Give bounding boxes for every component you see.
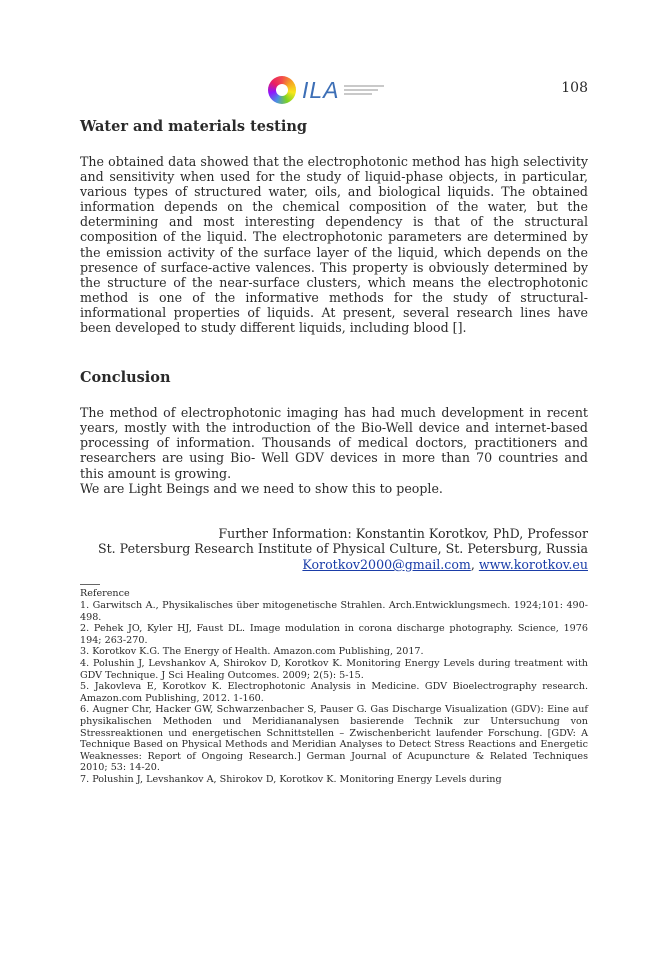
contact-name-line: Further Information: Konstantin Korotkov, PhD, Professor bbox=[218, 525, 588, 541]
footnote-divider bbox=[80, 584, 100, 585]
contact-institute-line: St. Petersburg Research Institute of Physical Culture, St. Petersburg, Russia bbox=[97, 541, 588, 557]
page-number: 108 bbox=[561, 80, 588, 96]
reference-item: 7. Polushin J, Levshankov A, Shirokov D, Korotkov K. Monitoring Energy Levels during bbox=[80, 773, 502, 785]
page-content bbox=[80, 118, 588, 786]
reference-item: 2. Pehek JO, Kyler HJ, Faust DL. Image modulation in corona discharge photography. Science, 1976 194; 263-270. bbox=[80, 623, 588, 646]
contact-links bbox=[80, 557, 588, 573]
references-list bbox=[80, 588, 588, 785]
link-separator: , bbox=[470, 556, 475, 572]
paragraph-water: The obtained data showed that the electrophotonic method has high selectivity and sensitivity when used for the study of liquid-phase objects, in particular, various types of structured water, oils, and biological liquids. The obtained information depends on the chemical composition of the water, but the determining and most interesting dependency is that of the structural composition of the liquid. The electrophotonic parameters are determined by the emission activity of the surface layer of the liquid, which depends on the presence of surface-active valences. This property is obviously determined by the structure of the near-surface clusters, which means the electrophotonic method is one of the informative methods for the study of structural-informational properties of liquids. At present, several research lines have been developed to study different liquids, including blood []. bbox=[80, 154, 588, 336]
paragraph-conclusion: The method of electrophotonic imaging has had much development in recent years, mostly with the introduction of the Bio-Well device and internet-based processing of information. Thousands of medical doctors, practitioners and researchers are using Bio- Well GDV devices in more than 70 countries and this amount is growing. bbox=[80, 405, 588, 481]
reference-item: 6. Augner Chr, Hacker GW, Schwarzenbacher S, Pauser G. Gas Discharge Visualization (GDV): Eine auf physikalischen Methoden und Meridiananalysen basierende Technik zur Untersuchung von Stressreaktionen und energetischen Schnittstellen – Zwischenbericht laufender Forschung. [GDV: A Technique Based on Physical Methods and Meridian Analyses to Detect Stress Reactions and Energetic Weaknesses: Report of Ongoing Research.] German Journal of Acupuncture & Related Techniques 2010; 53: 14-20. bbox=[80, 704, 588, 774]
website-link[interactable]: www.korotkov.eu bbox=[478, 556, 588, 572]
logo-text: ILA bbox=[302, 76, 340, 103]
reference-item: 3. Korotkov K.G. The Energy of Health. Amazon.com Publishing, 2017. bbox=[80, 646, 424, 658]
conclusion-closing-line: We are Light Beings and we need to show this to people. bbox=[80, 480, 443, 496]
rainbow-circle-icon bbox=[268, 76, 296, 104]
reference-item: 5. Jakovleva E, Korotkov K. Electrophotonic Analysis in Medicine. GDV Bioelectrography research. Amazon.com Publishing, 2012. 1-160. bbox=[80, 681, 588, 704]
reference-item: 4. Polushin J, Levshankov A, Shirokov D, Korotkov K. Monitoring Energy Levels during treatment with GDV Technique. J Sci Healing Outcomes. 2009; 2(5): 5-15. bbox=[80, 658, 588, 681]
contact-block bbox=[80, 526, 588, 573]
section-heading-water: Water and materials testing bbox=[80, 118, 308, 135]
reference-item: 1. Garwitsch A., Physikalisches über mitogenetische Strahlen. Arch.Entwicklungsmech. 1924;101: 490-498. bbox=[80, 600, 588, 623]
email-link[interactable]: Korotkov2000@gmail.com bbox=[302, 556, 471, 572]
section-heading-conclusion: Conclusion bbox=[80, 369, 171, 387]
header-logo bbox=[268, 76, 384, 104]
references-title: Reference bbox=[80, 588, 130, 600]
logo-tagline bbox=[344, 85, 384, 95]
